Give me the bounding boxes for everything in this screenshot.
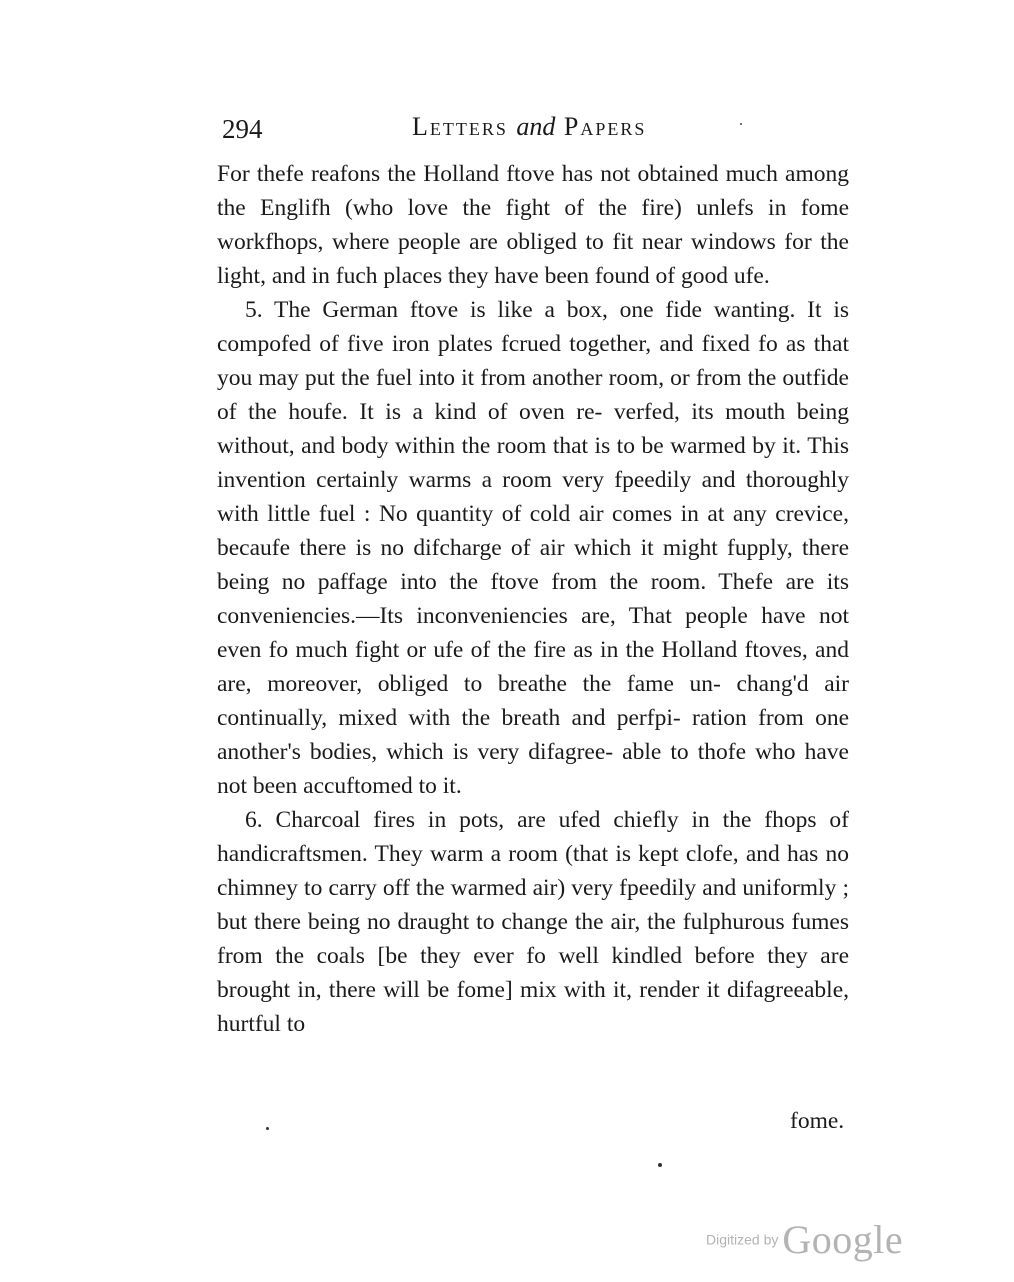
header-mark: · bbox=[738, 114, 744, 134]
running-head-papers: Papers bbox=[563, 112, 647, 141]
catchword: fome. bbox=[790, 1108, 845, 1134]
running-head-and: and bbox=[516, 112, 556, 141]
paragraph-charcoal-fires: 6. Charcoal fires in pots, are ufed chiefly in the fhops of handicraftsmen. They warm a room (that is kept clofe, and has no chimney to carry off the warmed air) very fpeedily and uniformly ; but there being no draught to change the air, the fulphurous fumes from the coals [be they ever fo well kindled before they are brought in, there will be fome] mix with it, render it difagreeable, hurtful to bbox=[217, 807, 849, 1037]
running-head bbox=[412, 112, 646, 142]
watermark-prefix: Digitized by bbox=[706, 1231, 779, 1248]
google-logo: Google bbox=[782, 1217, 904, 1262]
paragraph-german-stove: 5. The German ftove is like a box, one fide wanting. It is compofed of five iron plates fcrued together, and fixed fo as that you may put the fuel into it from another room, or from the outfide of the houfe. It is a kind of oven re- verfed, its mouth being without, and body within the room that is to be warmed by it. This invention certainly warms a room very fpeedily and thoroughly with little fuel : No quantity of cold air comes in at any crevice, becaufe there is no difcharge of air which it might fupply, there being no paffage into the ftove from the room. Thefe are its conveniencies.—Its inconveniencies are, That people have not even fo much fight or ufe of the fire as in the Holland ftoves, and are, moreover, obliged to breathe the fame un- chang'd air continually, mixed with the breath and perfpi- ration from one another's bodies, which is very difagree- able to thofe who have not been accuftomed to it. bbox=[217, 297, 849, 799]
paragraph-holland-stove: For thefe reafons the Holland ftove has not obtained much among the Englifh (who love the fight of the fire) unlefs in fome workfhops, where people are obliged to fit near windows for the light, and in fuch places they have been found of good ufe. bbox=[217, 161, 849, 289]
digitized-by-google-watermark bbox=[706, 1216, 903, 1263]
body-text bbox=[217, 157, 849, 1041]
speck-mark bbox=[658, 1163, 662, 1167]
speck-mark bbox=[266, 1127, 269, 1130]
running-head-letters: Letters bbox=[412, 112, 508, 141]
page-number: 294 bbox=[222, 114, 263, 144]
